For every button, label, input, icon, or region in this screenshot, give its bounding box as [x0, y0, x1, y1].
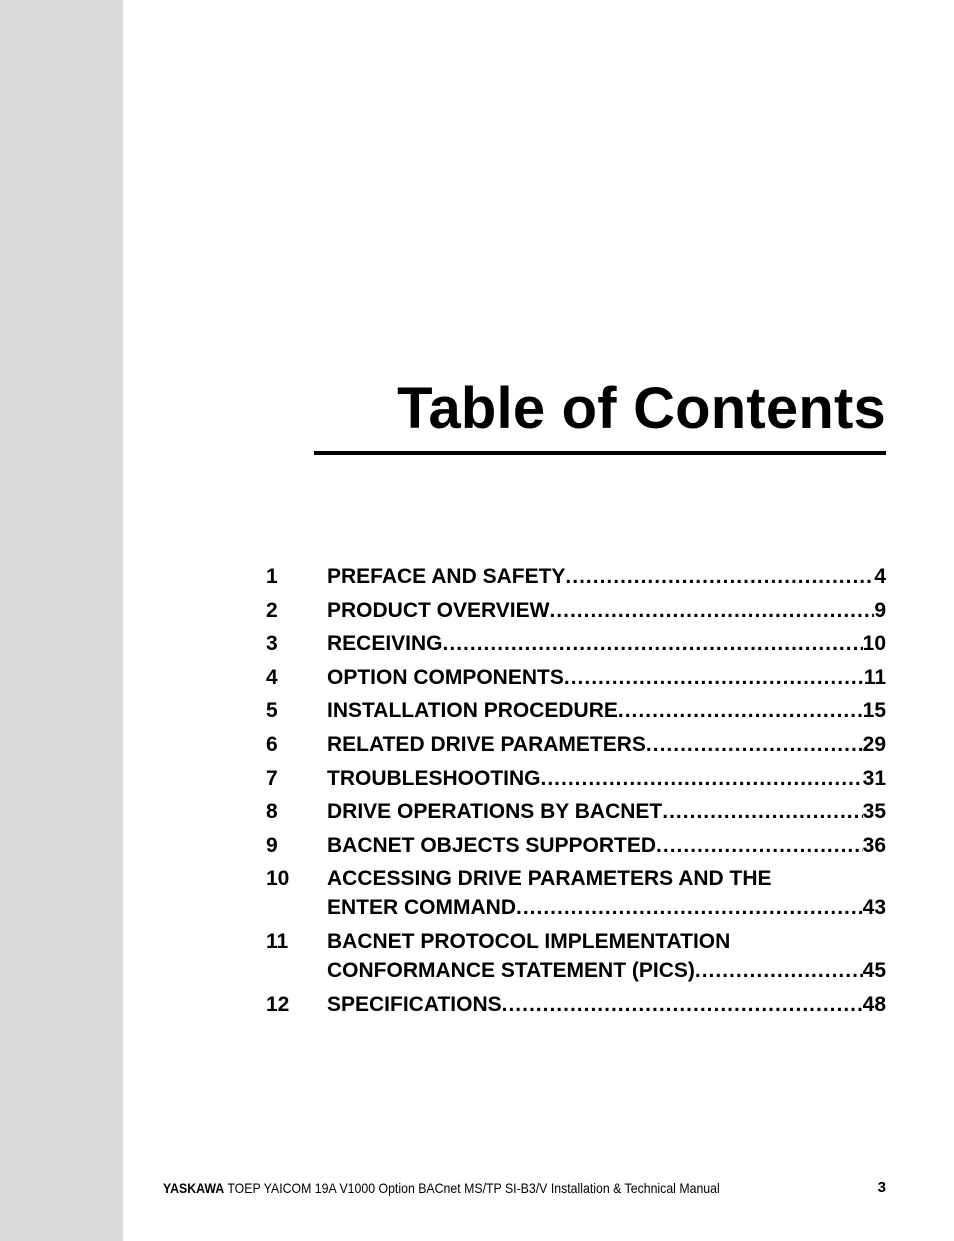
toc-entry-number: 10 — [266, 867, 290, 891]
toc-entry-number: 1 — [266, 565, 278, 588]
toc-entry-body — [327, 764, 886, 793]
toc-entry[interactable] — [266, 864, 886, 922]
toc-entry-page: 11 — [863, 665, 886, 689]
toc-entry-title: ENTER COMMAND — [327, 896, 516, 920]
toc-dot-leader — [549, 596, 874, 625]
toc-entry-page: 9 — [874, 598, 886, 622]
toc-entry[interactable] — [266, 990, 886, 1019]
page-title: Table of Contents — [397, 376, 886, 441]
toc-entry-body — [327, 864, 886, 922]
toc-entry-page: 35 — [862, 800, 886, 824]
toc-entry-number: 9 — [266, 833, 278, 857]
toc-entry-number: 8 — [266, 800, 278, 824]
toc-entry-body — [327, 596, 886, 625]
toc-entry-line — [327, 831, 886, 860]
toc-entry-body — [327, 696, 886, 725]
toc-dot-leader — [618, 696, 863, 725]
toc-entry-body — [327, 629, 886, 658]
toc-entry[interactable] — [266, 663, 886, 692]
toc-entry[interactable] — [266, 629, 886, 658]
toc-entry-page: 10 — [862, 632, 886, 656]
toc-entry-number: 4 — [266, 665, 278, 689]
toc-entry-title: INSTALLATION PROCEDURE — [327, 699, 618, 723]
toc-entry-line — [327, 596, 886, 625]
toc-entry-body — [327, 831, 886, 860]
toc-entry-number: 5 — [266, 699, 278, 723]
toc-dot-leader — [646, 730, 863, 759]
toc-entry-page: 36 — [862, 833, 886, 857]
toc-entry-title: RECEIVING — [327, 632, 443, 656]
toc-entry-line — [327, 629, 886, 658]
left-margin-band — [0, 0, 123, 1241]
toc-entry[interactable] — [266, 764, 886, 793]
toc-dot-leader — [662, 797, 862, 826]
toc-entry-line — [327, 663, 886, 692]
toc-dot-leader — [502, 990, 863, 1019]
toc-entry-title: RELATED DRIVE PARAMETERS — [327, 732, 646, 756]
toc-entry[interactable] — [266, 696, 886, 725]
toc-entry-line — [327, 990, 886, 1019]
toc-entry-page: 31 — [862, 766, 886, 790]
toc-entry-body — [327, 927, 886, 985]
toc-dot-leader — [656, 831, 863, 860]
toc-entry-title: OPTION COMPONENTS — [327, 665, 564, 689]
toc-dot-leader — [516, 893, 863, 922]
toc-entry-page: 43 — [862, 896, 886, 920]
toc-entry-title: ACCESSING DRIVE PARAMETERS AND THE — [327, 867, 772, 891]
toc-entry[interactable] — [266, 831, 886, 860]
toc-dot-leader — [541, 764, 863, 793]
toc-entry-title: BACNET PROTOCOL IMPLEMENTATION — [327, 929, 731, 953]
toc-entry-line — [327, 730, 886, 759]
toc-dot-leader — [443, 629, 863, 658]
toc-entry[interactable] — [266, 927, 886, 985]
toc-entry-title: CONFORMANCE STATEMENT (PICS) — [327, 958, 695, 982]
toc-entry-body — [327, 797, 886, 826]
toc-entry-line — [327, 797, 886, 826]
toc-entry-line — [327, 927, 886, 956]
toc-entry-page: 15 — [862, 699, 886, 723]
toc-dot-leader — [565, 562, 874, 591]
footer — [163, 1180, 720, 1196]
toc-entry-title: PRODUCT OVERVIEW — [327, 598, 550, 622]
toc-entry-line — [327, 562, 886, 591]
toc-list — [266, 562, 886, 1023]
toc-entry-body — [327, 990, 886, 1019]
toc-entry-title: PREFACE AND SAFETY — [327, 565, 566, 588]
toc-entry-body — [327, 663, 886, 692]
toc-entry[interactable] — [266, 730, 886, 759]
footer-brand: YASKAWA — [163, 1180, 225, 1196]
toc-entry-number: 11 — [266, 929, 289, 953]
title-underline — [314, 451, 886, 455]
toc-entry-page: 48 — [862, 992, 886, 1016]
toc-entry-line — [327, 864, 886, 893]
toc-dot-leader — [564, 663, 864, 692]
toc-entry-line — [327, 956, 886, 985]
toc-entry-line — [327, 696, 886, 725]
footer-text: TOEP YAICOM 19A V1000 Option BACnet MS/TP SI-B3/V Installation & Technical Manual — [227, 1180, 720, 1196]
toc-entry-number: 12 — [266, 992, 290, 1016]
toc-entry-number: 2 — [266, 598, 278, 622]
toc-entry-body — [327, 562, 886, 591]
toc-entry-title: TROUBLESHOOTING — [327, 766, 541, 790]
toc-entry-title: SPECIFICATIONS — [327, 992, 502, 1016]
toc-entry-line — [327, 893, 886, 922]
toc-entry-page: 29 — [862, 732, 886, 756]
toc-entry[interactable] — [266, 596, 886, 625]
toc-entry-number: 7 — [266, 766, 278, 790]
toc-entry[interactable] — [266, 562, 886, 591]
toc-entry-title: BACNET OBJECTS SUPPORTED — [327, 833, 657, 857]
toc-entry[interactable] — [266, 797, 886, 826]
toc-entry-title: DRIVE OPERATIONS BY BACNET — [327, 800, 663, 824]
toc-entry-line — [327, 764, 886, 793]
toc-dot-leader — [695, 956, 863, 985]
page-number: 3 — [877, 1179, 886, 1196]
toc-entry-number: 3 — [266, 632, 278, 656]
toc-entry-body — [327, 730, 886, 759]
toc-entry-number: 6 — [266, 732, 278, 756]
toc-entry-page: 4 — [874, 565, 886, 588]
toc-entry-page: 45 — [862, 958, 886, 982]
